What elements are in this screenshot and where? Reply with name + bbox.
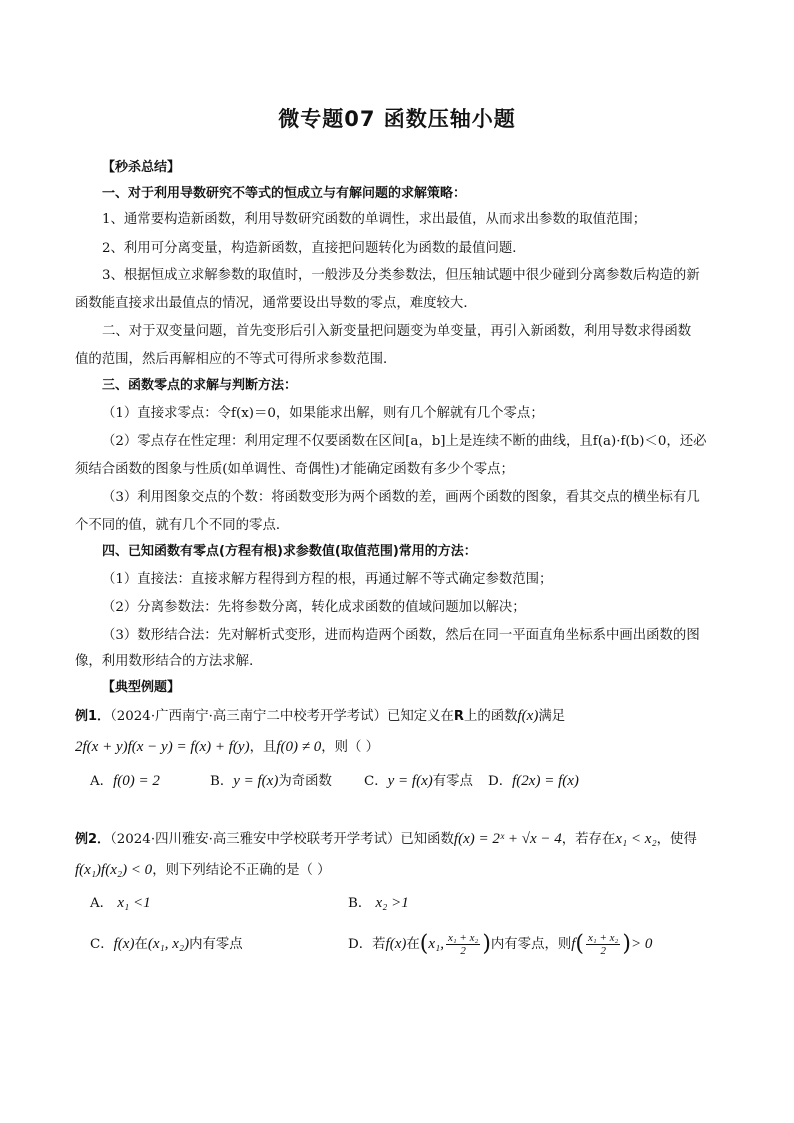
option-label: A． xyxy=(90,774,114,789)
section1-point2: 2、利用可分离变量，构造新函数，直接把问题转化为函数的最值问题． xyxy=(102,241,526,256)
option-in: 在 xyxy=(134,937,148,952)
option-fx: f(x) xyxy=(113,936,135,952)
fraction-denominator: 2 xyxy=(460,945,466,957)
example2-label: 例2． xyxy=(75,832,111,847)
option-label: C． xyxy=(364,774,388,789)
section2-line2: 值的范围，然后再解相应的不等式可得所求参数范围． xyxy=(75,352,397,367)
option-end: > 0 xyxy=(630,936,653,952)
section4-point2: （2）分离参数法：先将参数分离，转化成求函数的值域问题加以解决； xyxy=(102,600,526,615)
section3-point2-line2: 须结合函数的图象与性质(如单调性、奇偶性)才能确定函数有多少个零点； xyxy=(75,462,514,477)
section3-point3-line1: （3）利用图象交点的个数：将函数变形为两个函数的差，画两个函数的图象，看其交点的横坐标有几 xyxy=(102,490,700,505)
section1-point1: 1、通常要构造新函数，利用导数研究函数的单调性，求出最值，从而求出参数的取值范围； xyxy=(102,212,647,227)
option-label: C． xyxy=(90,937,114,952)
example1-fx: f(x) xyxy=(517,708,539,724)
option-text: y = f(x) xyxy=(387,773,433,789)
left-paren-icon: ( xyxy=(419,931,429,957)
option-label: B． xyxy=(210,774,234,789)
fraction-numerator: x₁ + x₂ xyxy=(447,932,479,944)
example2-text-b: ，使得 xyxy=(656,832,697,847)
example1-condition xyxy=(75,737,379,758)
fraction-denominator: 2 xyxy=(600,945,606,957)
example1-cond-b: ，则（ ） xyxy=(321,740,380,755)
section1-point3-line1: 3、根据恒成立求解参数的取值时，一般涉及分类参数法，但压轴试题中很少碰到分离参数后构造的新 xyxy=(102,268,700,283)
example2-stem xyxy=(75,829,697,850)
option-tail: 为奇函数 xyxy=(278,774,332,789)
option-f: f xyxy=(571,936,576,952)
section4-point3-line2: 像，利用数形结合的方法求解． xyxy=(75,654,263,669)
section4-point1: （1）直接法：直接求解方程得到方程的根，再通过解不等式确定参数范围； xyxy=(102,572,553,587)
example2-option-a xyxy=(90,893,151,914)
option-tail: 内有零点，则 xyxy=(490,937,572,952)
section3-heading: 三、函数零点的求解与判断方法： xyxy=(102,378,298,393)
example2-option-b xyxy=(348,893,409,914)
example2-text-c: ，则下列结论不正确的是（ ） xyxy=(152,863,331,878)
fraction-numerator: x₁ + x₂ xyxy=(588,932,619,944)
left-paren-icon: ( xyxy=(575,931,585,957)
example2-condition xyxy=(75,860,331,881)
page-title: 微专题07 函数压轴小题 xyxy=(278,107,516,131)
fraction xyxy=(446,932,480,957)
option-label: A． xyxy=(90,896,114,911)
option-text: x₂ >1 xyxy=(375,895,409,911)
example2-text-a: ，若存在 xyxy=(561,832,616,847)
example1-stem xyxy=(75,706,565,727)
option-text: f(2x) = f(x) xyxy=(512,773,579,789)
example1-label: 例1． xyxy=(75,709,111,724)
example1-cond: f(0) ≠ 0 xyxy=(276,739,322,755)
right-paren-icon: ) xyxy=(482,931,491,957)
example1-option-a xyxy=(90,771,160,792)
option-interval: (x₁, x₂) xyxy=(147,936,190,952)
section1-point3-line2: 函数能直接求出最值点的情况，通常要设出导数的零点，难度较大． xyxy=(75,296,477,311)
example2-function: f(x) = 2ˣ + √x − 4 xyxy=(453,831,562,847)
option-text: x₁ <1 xyxy=(117,895,151,911)
option-label: D．若 xyxy=(348,937,386,952)
example1-option-c xyxy=(364,771,473,792)
example2-inequality: x₁ < x₂ xyxy=(615,831,657,847)
examples-header: 【典型例题】 xyxy=(102,680,181,695)
summary-header: 【秒杀总结】 xyxy=(102,160,181,175)
option-label: B． xyxy=(348,896,372,911)
example1-cond-a: ，且 xyxy=(249,740,277,755)
section2-line1: 二、对于双变量问题，首先变形后引入新变量把问题变为单变量，再引入新函数，利用导数求得函数 xyxy=(102,324,692,339)
option-tail: 有零点 xyxy=(432,774,473,789)
option-text: f(0) = 2 xyxy=(113,773,160,789)
example2-product: f(x₁)f(x₂) < 0 xyxy=(75,862,153,878)
example2-option-d xyxy=(348,926,652,963)
section4-point3-line1: （3）数形结合法：先对解析式变形，进而构造两个函数，然后在同一平面直角坐标系中画出函数的图 xyxy=(102,628,700,643)
example1-text-b: 满足 xyxy=(538,709,566,724)
example2-option-c xyxy=(90,934,243,955)
section3-point2-line1: （2）零点存在性定理：利用定理不仅要函数在区间[a，b]上是连续不断的曲线，且f(a)·f(b)＜0，还必 xyxy=(102,434,707,449)
option-label: D． xyxy=(488,774,513,789)
option-text: y = f(x) xyxy=(233,773,279,789)
fraction xyxy=(586,932,620,957)
example1-equation: 2f(x + y)f(x − y) = f(x) + f(y) xyxy=(75,739,250,755)
section3-point3-line2: 个不同的值，就有几个不同的零点． xyxy=(75,518,290,533)
example2-source: （2024·四川雅安·高三雅安中学校联考开学考试）已知函数 xyxy=(110,832,454,847)
right-paren-icon: ) xyxy=(622,931,631,957)
option-x1: x₁, xyxy=(428,936,444,952)
example1-option-d xyxy=(488,771,579,792)
example1-source: （2024·广西南宁·高三南宁二中校考开学考试）已知定义在 xyxy=(110,709,454,724)
example1-R: R xyxy=(453,709,464,724)
example1-text-a: 上的函数 xyxy=(463,709,518,724)
section4-heading: 四、已知函数有零点(方程有根)求参数值(取值范围)常用的方法： xyxy=(102,544,477,559)
section3-point1: （1）直接求零点：令f(x)＝0，如果能求出解，则有几个解就有几个零点； xyxy=(102,406,544,421)
section1-heading: 一、对于利用导数研究不等式的恒成立与有解问题的求解策略： xyxy=(102,186,467,201)
option-tail: 内有零点 xyxy=(189,937,243,952)
example1-option-b xyxy=(210,771,332,792)
option-fx: f(x) xyxy=(385,936,407,952)
option-in: 在 xyxy=(406,937,420,952)
